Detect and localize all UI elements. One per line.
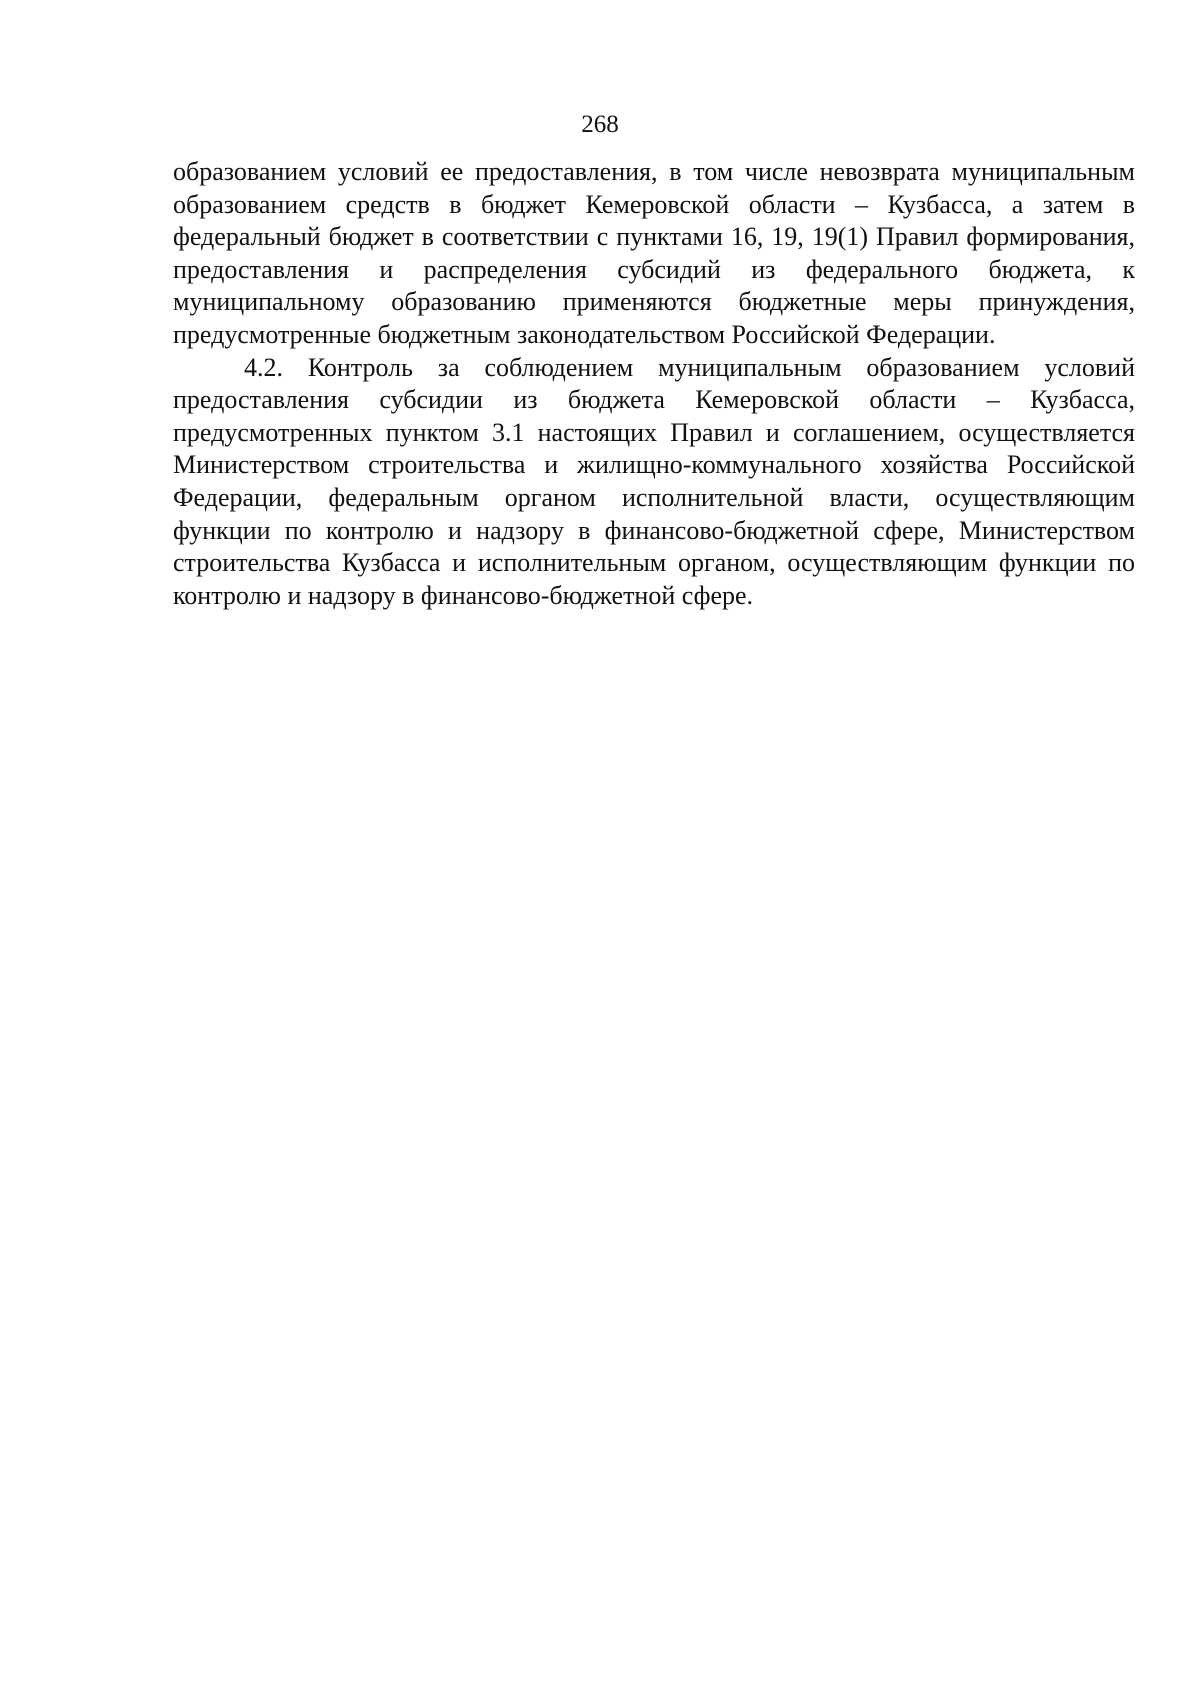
paragraph-continuation: образованием условий ее предоставления, в том числе невозврата муниципальным образованием средств в бюджет Кемеровской области – Кузбасса, а затем в федеральный бюджет в соответствии с пунктами 16, 19, 19(1) Правил формирования, предоставления и распределения субсидий из федерального бюджета, к муниципальному образованию применяются бюджетные меры принуждения, предусмотренные бюджетным законодательством Российской Федерации. [173,157,1135,349]
document-body [173,156,1135,612]
page-number: 268 [581,111,619,138]
paragraph-section-4-2: 4.2. Контроль за соблюдением муниципальным образованием условий предоставления субсидии из бюджета Кемеровской области – Кузбасса, предусмотренных пунктом 3.1 настоящих Правил и соглашением, осуществляется Министерством строительства и жилищно-коммунального хозяйства Российской Федерации, федеральным органом исполнительной власти, осуществляющим функции по контролю и надзору в финансово-бюджетной сфере, Министерством строительства Кузбасса и исполнительным органом, осуществляющим функции по контролю и надзору в финансово-бюджетной сфере. [173,352,1135,610]
